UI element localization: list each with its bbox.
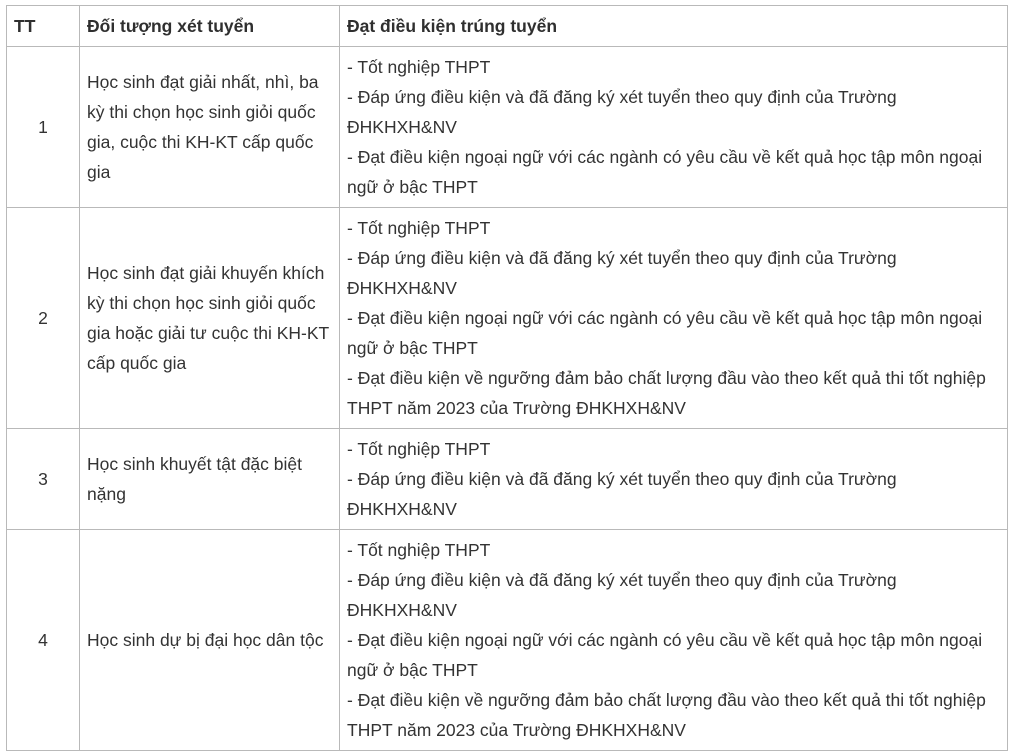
condition-item: - Đạt điều kiện về ngưỡng đảm bảo chất lượng đầu vào theo kết quả thi tốt nghiệp THPT năm 2023 của Trường ĐHKHXH&NV <box>347 690 986 740</box>
row-conditions <box>340 530 1008 751</box>
row-object: Học sinh khuyết tật đặc biệt nặng <box>80 429 340 530</box>
admission-conditions-table <box>6 5 1008 751</box>
condition-item: - Tốt nghiệp THPT <box>347 57 491 77</box>
table-header-row <box>7 6 1008 47</box>
table-row <box>7 208 1008 429</box>
condition-item: - Đạt điều kiện ngoại ngữ với các ngành có yêu cầu về kết quả học tập môn ngoại ngữ ở bậc THPT <box>347 147 983 197</box>
admission-table-container <box>6 5 1008 751</box>
condition-item: - Đáp ứng điều kiện và đã đăng ký xét tuyển theo quy định của Trường ĐHKHXH&NV <box>347 87 897 137</box>
row-number: 3 <box>7 429 80 530</box>
condition-item: - Đạt điều kiện ngoại ngữ với các ngành có yêu cầu về kết quả học tập môn ngoại ngữ ở bậc THPT <box>347 308 983 358</box>
row-conditions <box>340 47 1008 208</box>
row-object: Học sinh dự bị đại học dân tộc <box>80 530 340 751</box>
condition-item: - Tốt nghiệp THPT <box>347 218 491 238</box>
condition-item: - Đáp ứng điều kiện và đã đăng ký xét tuyển theo quy định của Trường ĐHKHXH&NV <box>347 469 897 519</box>
table-row <box>7 47 1008 208</box>
header-object: Đối tượng xét tuyển <box>80 6 340 47</box>
condition-item: - Đáp ứng điều kiện và đã đăng ký xét tuyển theo quy định của Trường ĐHKHXH&NV <box>347 570 897 620</box>
row-number: 2 <box>7 208 80 429</box>
condition-item: - Đạt điều kiện ngoại ngữ với các ngành có yêu cầu về kết quả học tập môn ngoại ngữ ở bậc THPT <box>347 630 983 680</box>
header-conditions: Đạt điều kiện trúng tuyển <box>340 6 1008 47</box>
row-object: Học sinh đạt giải khuyến khích kỳ thi chọn học sinh giỏi quốc gia hoặc giải tư cuộc thi KH-KT cấp quốc gia <box>80 208 340 429</box>
table-row <box>7 530 1008 751</box>
header-tt: TT <box>7 6 80 47</box>
table-row <box>7 429 1008 530</box>
row-conditions <box>340 429 1008 530</box>
condition-item: - Đạt điều kiện về ngưỡng đảm bảo chất lượng đầu vào theo kết quả thi tốt nghiệp THPT năm 2023 của Trường ĐHKHXH&NV <box>347 368 986 418</box>
row-object: Học sinh đạt giải nhất, nhì, ba kỳ thi chọn học sinh giỏi quốc gia, cuộc thi KH-KT cấp quốc gia <box>80 47 340 208</box>
condition-item: - Đáp ứng điều kiện và đã đăng ký xét tuyển theo quy định của Trường ĐHKHXH&NV <box>347 248 897 298</box>
condition-item: - Tốt nghiệp THPT <box>347 439 491 459</box>
row-number: 1 <box>7 47 80 208</box>
row-conditions <box>340 208 1008 429</box>
row-number: 4 <box>7 530 80 751</box>
condition-item: - Tốt nghiệp THPT <box>347 540 491 560</box>
